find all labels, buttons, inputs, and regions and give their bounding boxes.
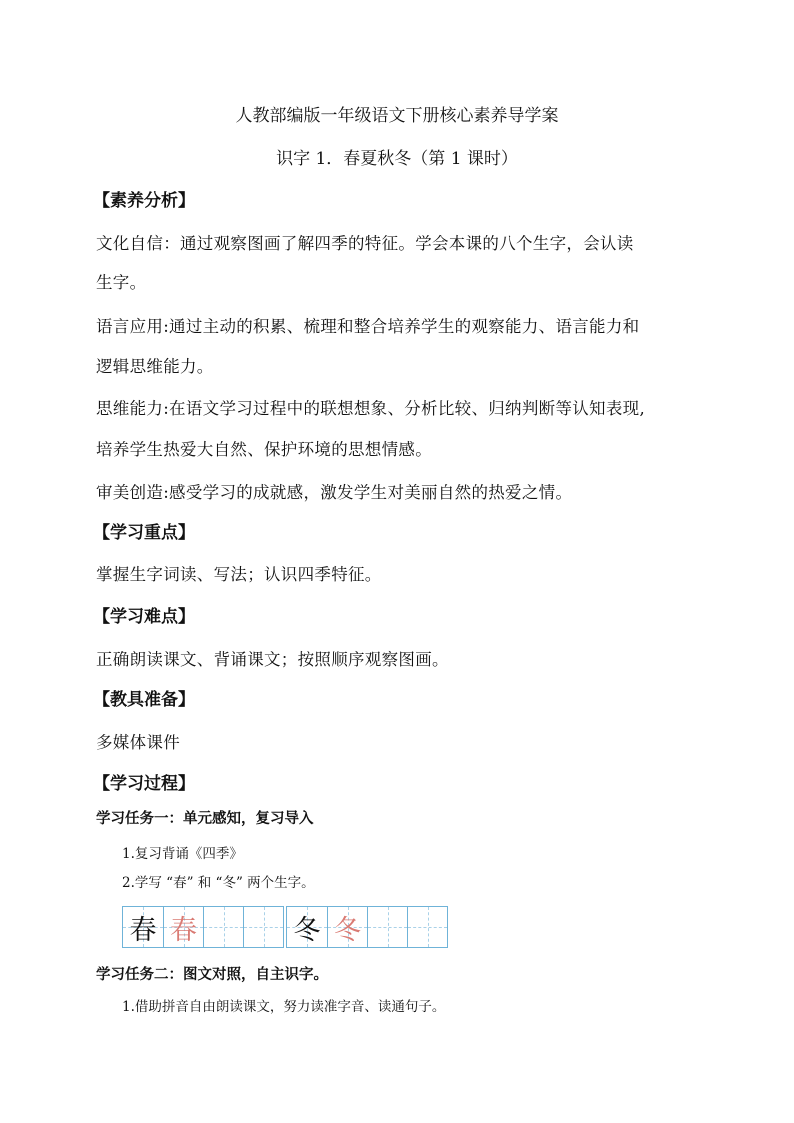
task1-item: 2.学写 “春” 和 “冬” 两个生字。 [122, 875, 315, 891]
writing-grid [122, 906, 448, 948]
task1-item: 1.复习背诵《四季》 [122, 846, 243, 862]
writing-grid-group [122, 906, 284, 948]
trace-character: 春 [170, 914, 197, 946]
lesson-subtitle: 识字 1．春夏秋冬（第 1 课时） [276, 149, 518, 169]
difficulty-text: 正确朗读课文、背诵课文；按照顺序观察图画。 [96, 650, 449, 669]
key-points-text: 掌握生字词读、写法；认识四季特征。 [96, 565, 382, 584]
grid-cell [327, 907, 367, 947]
grid-cell [123, 907, 163, 947]
analysis-line: 审美创造:感受学习的成就感，激发学生对美丽自然的热爱之情。 [96, 483, 573, 502]
analysis-line: 语言应用:通过主动的积累、梳理和整合培养学生的观察能力、语言能力和 [96, 317, 640, 336]
tools-text: 多媒体课件 [96, 733, 180, 752]
grid-cell [163, 907, 203, 947]
writing-grid-group [286, 906, 448, 948]
model-character: 春 [129, 914, 157, 946]
difficulty-heading: 【学习难点】 [93, 607, 195, 627]
task2-title: 学习任务二：图文对照，自主识字。 [96, 967, 328, 983]
trace-character: 冬 [334, 914, 361, 946]
tools-heading: 【教具准备】 [93, 690, 195, 710]
analysis-line: 文化自信：通过观察图画了解四季的特征。学会本课的八个生字，会认读 [96, 234, 634, 253]
grid-cell [203, 907, 243, 947]
analysis-heading: 【素养分析】 [93, 191, 195, 211]
task1-title: 学习任务一：单元感知，复习导入 [96, 811, 314, 827]
analysis-line: 生字。 [96, 273, 147, 292]
document-title: 人教部编版一年级语文下册核心素养导学案 [235, 106, 559, 126]
model-character: 冬 [293, 914, 321, 946]
analysis-line: 思维能力:在语文学习过程中的联想想象、分析比较、归纳判断等认知表现, [96, 399, 646, 418]
process-heading: 【学习过程】 [93, 774, 195, 794]
task2-item: 1.借助拼音自由朗读课文，努力读准字音、读通句子。 [122, 999, 446, 1015]
key-points-heading: 【学习重点】 [93, 523, 195, 543]
grid-cell [407, 907, 447, 947]
analysis-line: 逻辑思维能力。 [96, 357, 214, 376]
grid-cell [287, 907, 327, 947]
analysis-line: 培养学生热爱大自然、保护环境的思想情感。 [96, 440, 432, 459]
grid-cell [367, 907, 407, 947]
grid-cell [243, 907, 283, 947]
